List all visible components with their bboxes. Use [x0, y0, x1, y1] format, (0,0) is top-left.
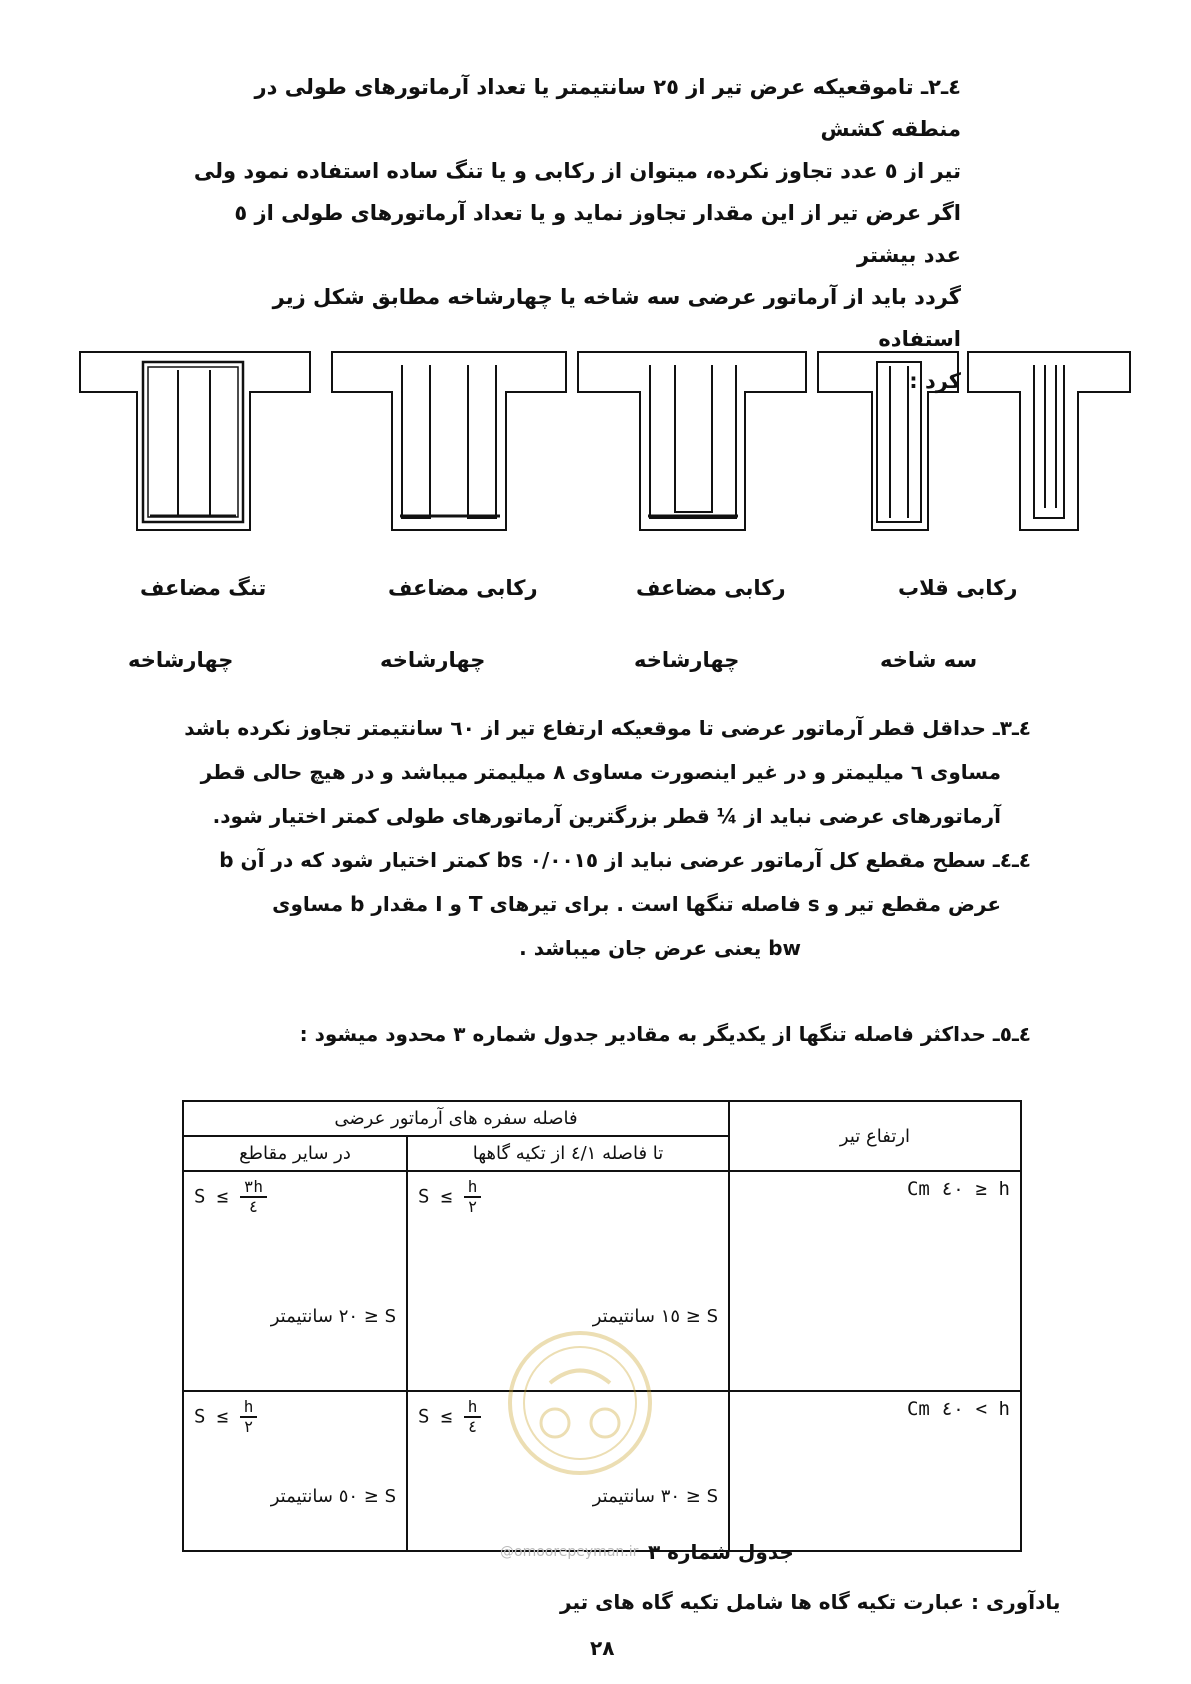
figure-caption-legs: چهارشاخه	[634, 648, 740, 672]
rule-line: ٤ـ٤ـ سطح مقطع کل آرماتور عرضی نباید از ٠/٠٠١٥ bs کمتر اختیار شود که در آن b	[219, 848, 1031, 872]
header-beam-height: ارتفاع تیر	[729, 1101, 1021, 1171]
fraction: $\frac{h}{٢}$	[240, 1398, 258, 1436]
row-height	[729, 1391, 1021, 1551]
t-beam-section-1	[80, 352, 310, 530]
stirrup-figures	[0, 0, 1191, 560]
t-beam-section-3	[578, 352, 806, 530]
near-ratio: S ≤ $\frac{h}{٢}$	[418, 1178, 718, 1216]
height-condition: h ≤ ٤٠ Cm	[906, 1178, 1010, 1200]
header-spacing: فاصله سفره های آرماتور عرضی	[183, 1101, 729, 1136]
near-limit: S ≤ ٣٠ سانتیمتر	[592, 1486, 718, 1507]
near-ratio: S ≤ $\frac{h}{٤}$	[418, 1398, 718, 1436]
t-beam-section-2	[332, 352, 566, 530]
figure-caption-type: رکابی مضاعف	[388, 576, 538, 600]
height-condition: h > ٤٠ Cm	[906, 1398, 1010, 1420]
rule-line: آرماتورهای عرضی نباید از ¼ قطر بزرگترین آرماتورهای طولی کمتر اختیار شود.	[212, 804, 1001, 828]
rule-4-5: ٤ـ٥ـ حداکثر فاصله تنگها از یکدیگر به مقادیر جدول شماره ٣ محدود میشود :	[299, 1022, 1031, 1046]
stirrup-spacing-table	[182, 1100, 1022, 1552]
intro-line: کرد :	[909, 369, 961, 393]
figure-caption-legs: سه شاخه	[880, 648, 978, 672]
intro-line: اگر عرض تیر از این مقدار تجاوز نماید و یا تعداد آرماتورهای طولی از ٥ عدد بیشتر	[234, 201, 961, 267]
rule-4-3	[171, 706, 1031, 838]
page-number: ٢٨	[590, 1636, 615, 1660]
other-limit: S ≤ ٢٠ سانتیمتر	[270, 1306, 396, 1327]
row-height	[729, 1171, 1021, 1391]
other-ratio: S ≤ $\frac{h}{٢}$	[194, 1398, 396, 1436]
t-beam-section-4	[818, 352, 958, 530]
rule-line: مساوی ٦ میلیمتر و در غیر اینصورت مساوی ٨ میلیمتر میباشد و در هیچ حالی قطر	[200, 760, 1001, 784]
fraction: $\frac{h}{٤}$	[464, 1398, 482, 1436]
rule-4-4	[171, 838, 1031, 970]
intro-line: ٤ـ٢ـ تاموقعیکه عرض تیر از ٢٥ سانتیمتر یا تعداد آرماتورهای طولی در منطقه کشش	[254, 75, 961, 141]
watermark-text: @omoorepeyman.ir	[500, 1544, 639, 1560]
table-caption: جدول شماره ٣	[648, 1540, 794, 1564]
watermark-seal-icon	[505, 1328, 655, 1478]
rule-line: bw یعنی عرض جان میباشد .	[519, 936, 801, 960]
row-other-cell	[183, 1171, 407, 1391]
intro-line: گردد باید از آرماتور عرضی سه شاخه یا چهارشاخه مطابق شکل زیر استفاده	[272, 285, 961, 351]
figure-caption-legs: چهارشاخه	[128, 648, 234, 672]
subheader-other-sections: در سایر مقاطع	[183, 1136, 407, 1171]
row-other-cell	[183, 1391, 407, 1551]
figure-caption-type: تنگ مضاعف	[140, 576, 267, 600]
fraction: $\frac{٣h}{٤}$	[240, 1178, 267, 1216]
subheader-near-support: تا فاصله ٤/١ از تکیه گاهها	[407, 1136, 729, 1171]
other-ratio: S ≤ $\frac{٣h}{٤}$	[194, 1178, 396, 1216]
intro-line: تیر از ٥ عدد تجاوز نکرده، میتوان از رکابی و یا تنگ ساده استفاده نمود ولی	[193, 159, 961, 183]
footnote: یادآوری : عبارت تکیه گاه ها شامل تکیه گاه های تیر	[560, 1590, 1061, 1614]
figure-caption-type: رکابی مضاعف	[636, 576, 786, 600]
figure-caption-legs: چهارشاخه	[380, 648, 486, 672]
other-limit: S ≤ ٥٠ سانتیمتر	[270, 1486, 396, 1507]
near-limit: S ≤ ١٥ سانتیمتر	[592, 1306, 718, 1327]
figure-caption-type: رکابی قلاب	[898, 576, 1018, 600]
rule-line: ٤ـ٣ـ حداقل قطر آرماتور عرضی تا موقعیکه ارتفاع تیر از ٦٠ سانتیمتر تجاوز نکرده باشد	[184, 716, 1031, 740]
t-beam-section-5	[968, 352, 1130, 530]
rule-line: عرض مقطع تیر و s فاصله تنگها است . برای تیرهای T و I مقدار b مساوی	[272, 892, 1001, 916]
fraction: $\frac{h}{٢}$	[464, 1178, 482, 1216]
